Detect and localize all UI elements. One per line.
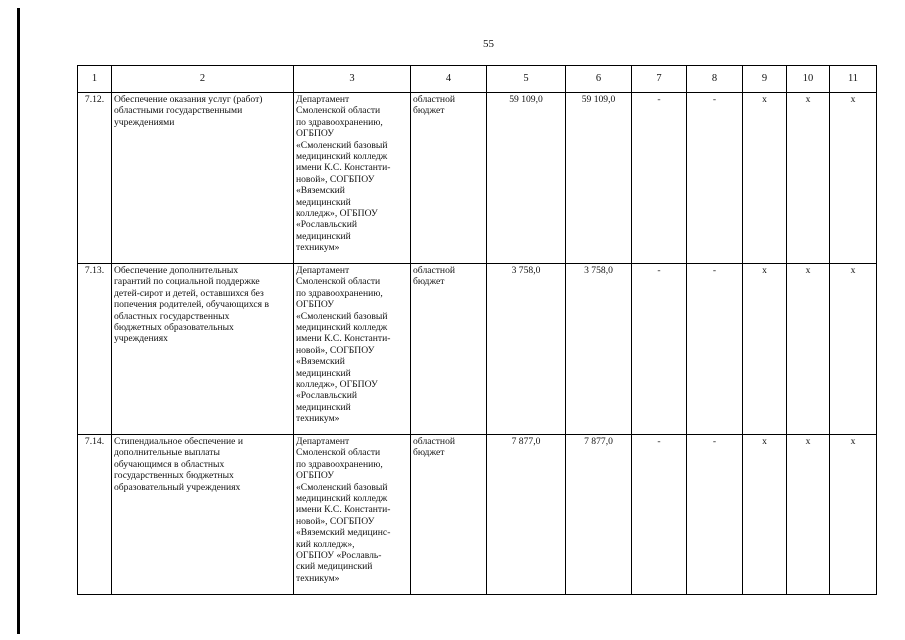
table-row bbox=[78, 93, 877, 264]
amount-year-2: - bbox=[632, 93, 687, 264]
page-number: 55 bbox=[483, 38, 494, 50]
row-number: 7.13. bbox=[78, 264, 112, 435]
left-margin-bar bbox=[17, 8, 20, 634]
amount-year-3: - bbox=[687, 264, 743, 435]
indicator-cell: x bbox=[787, 93, 830, 264]
amount-year: 7 877,0 bbox=[566, 435, 632, 595]
indicator-cell: x bbox=[743, 435, 787, 595]
amount-year-3: - bbox=[687, 93, 743, 264]
amount-total: 59 109,0 bbox=[487, 93, 566, 264]
header-cell: 6 bbox=[566, 66, 632, 93]
indicator-cell: x bbox=[743, 264, 787, 435]
table-row bbox=[78, 264, 877, 435]
header-cell: 5 bbox=[487, 66, 566, 93]
funding-source: областной бюджет bbox=[411, 264, 487, 435]
program-table bbox=[77, 65, 877, 595]
funding-source: областной бюджет bbox=[411, 93, 487, 264]
header-cell: 9 bbox=[743, 66, 787, 93]
row-number: 7.12. bbox=[78, 93, 112, 264]
indicator-cell: x bbox=[787, 435, 830, 595]
amount-year: 59 109,0 bbox=[566, 93, 632, 264]
amount-year-2: - bbox=[632, 435, 687, 595]
executor-cell: Департамент Смоленской области по здравоохранению, ОГБПОУ «Смоленский базовый медицинский колледж имени К.С. Константи- новой», СОГБПОУ «Вяземский медицинс- кий колледж», ОГБПОУ «Рославль- ский медицинский техникум» bbox=[294, 435, 411, 595]
amount-total: 3 758,0 bbox=[487, 264, 566, 435]
indicator-cell: x bbox=[787, 264, 830, 435]
header-cell: 7 bbox=[632, 66, 687, 93]
measure-name: Обеспечение дополнительных гарантий по социальной поддержке детей-сирот и детей, оставшихся без попечения родителей, обучающихся в областных государственных бюджетных образовательных учреждениях bbox=[112, 264, 294, 435]
table-row bbox=[78, 435, 877, 595]
indicator-cell: x bbox=[830, 264, 877, 435]
header-cell: 11 bbox=[830, 66, 877, 93]
header-row bbox=[78, 66, 877, 93]
header-cell: 1 bbox=[78, 66, 112, 93]
indicator-cell: x bbox=[830, 93, 877, 264]
executor-cell: Департамент Смоленской области по здравоохранению, ОГБПОУ «Смоленский базовый медицинский колледж имени К.С. Константи- новой», СОГБПОУ «Вяземский медицинский колледж», ОГБПОУ «Рославльский медицинский техникум» bbox=[294, 264, 411, 435]
row-number: 7.14. bbox=[78, 435, 112, 595]
amount-total: 7 877,0 bbox=[487, 435, 566, 595]
amount-year-3: - bbox=[687, 435, 743, 595]
header-cell: 8 bbox=[687, 66, 743, 93]
header-cell: 3 bbox=[294, 66, 411, 93]
indicator-cell: x bbox=[830, 435, 877, 595]
indicator-cell: x bbox=[743, 93, 787, 264]
executor-cell: Департамент Смоленской области по здравоохранению, ОГБПОУ «Смоленский базовый медицинский колледж имени К.С. Константи- новой», СОГБПОУ «Вяземский медицинский колледж», ОГБПОУ «Рославльский медицинский техникум» bbox=[294, 93, 411, 264]
funding-source: областной бюджет bbox=[411, 435, 487, 595]
header-cell: 2 bbox=[112, 66, 294, 93]
header-cell: 10 bbox=[787, 66, 830, 93]
amount-year: 3 758,0 bbox=[566, 264, 632, 435]
header-cell: 4 bbox=[411, 66, 487, 93]
measure-name: Стипендиальное обеспечение и дополнительные выплаты обучающимся в областных государственных бюджетных образовательный учреждениях bbox=[112, 435, 294, 595]
amount-year-2: - bbox=[632, 264, 687, 435]
measure-name: Обеспечение оказания услуг (работ) областными государственными учреждениями bbox=[112, 93, 294, 264]
